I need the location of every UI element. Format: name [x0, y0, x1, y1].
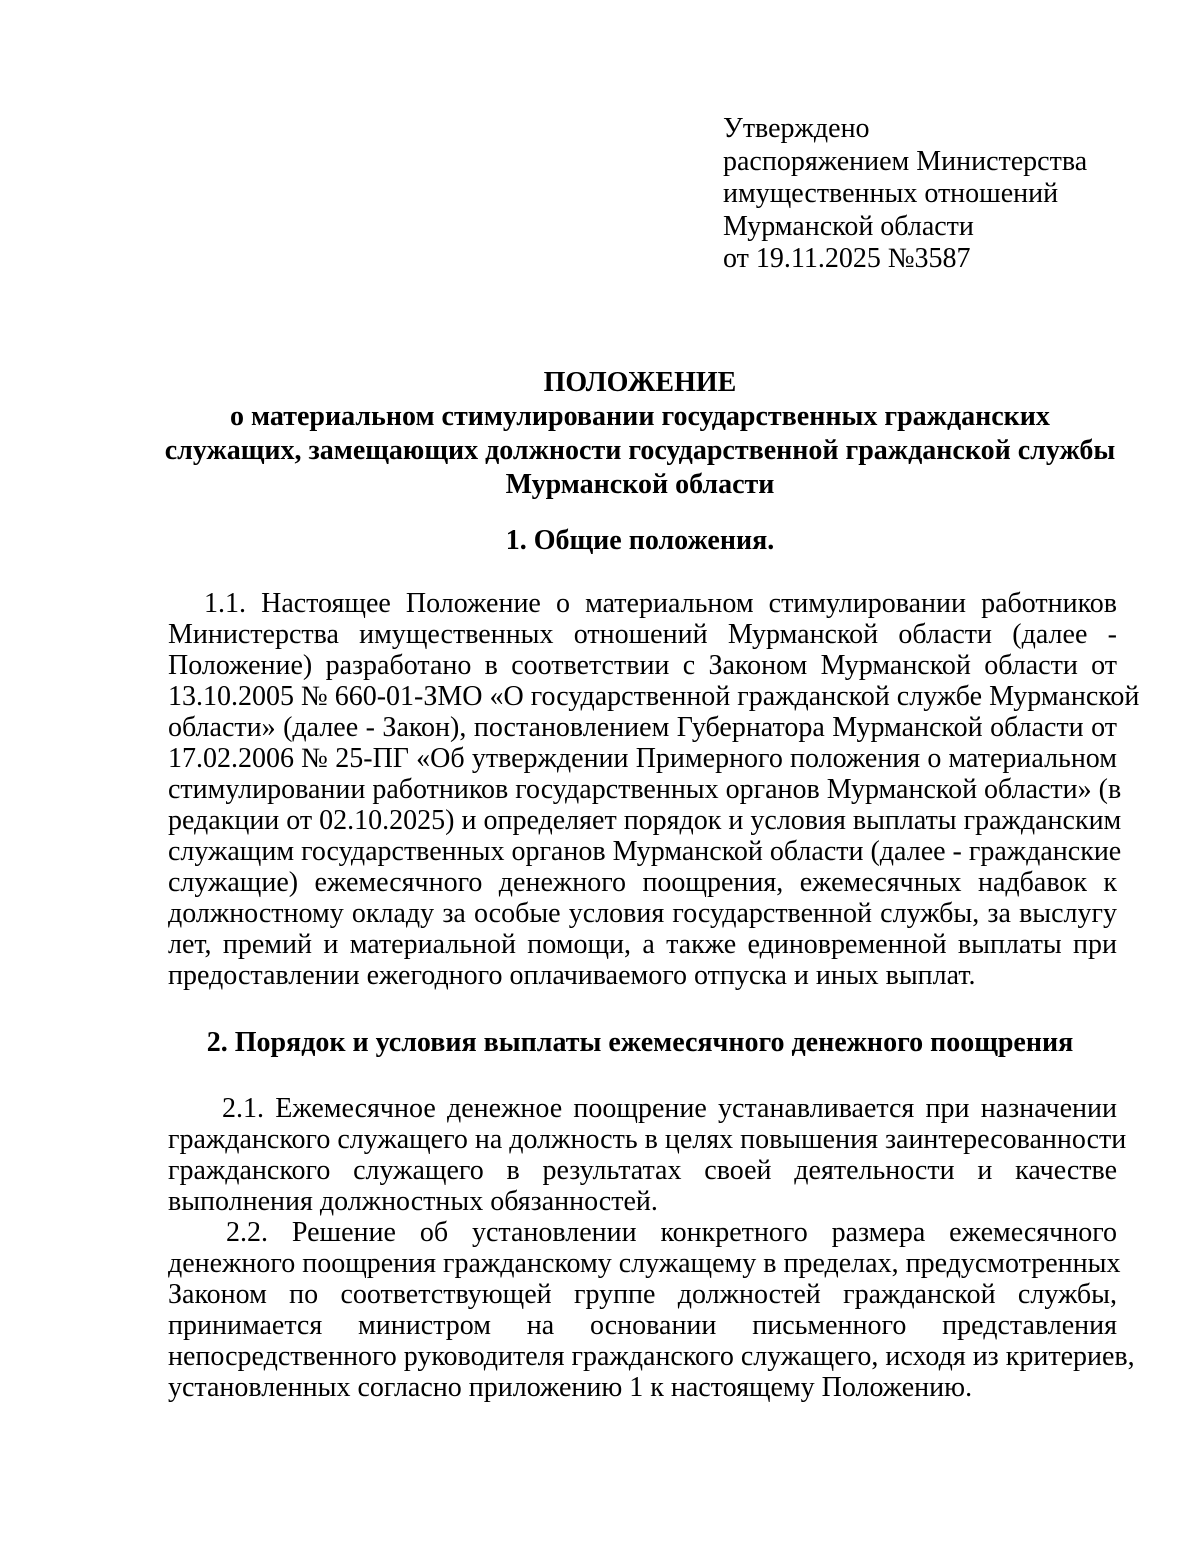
paragraph-line: 2.1. Ежемесячное денежное поощрение устанавливается при назначении [222, 1093, 1117, 1124]
paragraph-line: непосредственного руководителя гражданского служащего, исходя из критериев, [168, 1341, 1135, 1372]
approval-date-number: от 19.11.2025 №3587 [723, 243, 971, 274]
paragraph-2-1 [168, 1093, 1127, 1217]
paragraph-line: выполнения должностных обязанностей. [168, 1186, 658, 1217]
paragraph-line: 2.2. Решение об установлении конкретного размера ежемесячного [226, 1217, 1117, 1248]
paragraph-line: Законом по соответствующей группе должностей гражданской службы, [168, 1279, 1117, 1310]
paragraph-2-2 [168, 1217, 1135, 1403]
section-2-heading: 2. Порядок и условия выплаты ежемесячного денежного поощрения [206, 1027, 1074, 1058]
document-title-line: о материальном стимулировании государственных гражданских [230, 401, 1050, 432]
paragraph-1-1 [168, 588, 1140, 991]
paragraph-line: денежного поощрения гражданскому служащему в пределах, предусмотренных [168, 1248, 1121, 1279]
paragraph-line: предоставлении ежегодного оплачиваемого отпуска и иных выплат. [168, 960, 976, 991]
paragraph-line: служащим государственных органов Мурманской области (далее - гражданские [168, 836, 1122, 867]
paragraph-line: гражданского служащего в результатах своей деятельности и качестве [168, 1155, 1117, 1186]
paragraph-line: Министерства имущественных отношений Мурманской области (далее - [168, 619, 1117, 650]
approval-block [723, 113, 1163, 276]
paragraph-line: редакции от 02.10.2025) и определяет порядок и условия выплаты гражданским [168, 805, 1122, 836]
paragraph-line: должностному окладу за особые условия государственной службы, за выслугу [168, 898, 1117, 929]
section-1-heading: 1. Общие положения. [505, 525, 775, 556]
paragraph-line: лет, премий и материальной помощи, а также единовременной выплаты при [168, 929, 1117, 960]
paragraph-line: служащие) ежемесячного денежного поощрения, ежемесячных надбавок к [168, 867, 1117, 898]
approval-line: имущественных отношений [723, 178, 1059, 209]
document-title-heading: ПОЛОЖЕНИЕ [543, 367, 737, 398]
paragraph-line: стимулировании работников государственных органов Мурманской области» (в [168, 774, 1122, 805]
paragraph-line: принимается министром на основании письменного представления [168, 1310, 1117, 1341]
document-title-line: Мурманской области [505, 469, 775, 500]
document-title [150, 366, 1130, 502]
approval-line: Мурманской области [723, 210, 974, 242]
paragraph-line: установленных согласно приложению 1 к настоящему Положению. [168, 1372, 973, 1403]
document-title-line: служащих, замещающих должности государственной гражданской службы [164, 435, 1116, 466]
approval-line: Утверждено [723, 113, 870, 144]
paragraph-line: гражданского служащего на должность в целях повышения заинтересованности [168, 1124, 1127, 1155]
paragraph-line: области» (далее - Закон), постановлением Губернатора Мурманской области от [168, 712, 1117, 743]
paragraph-line: 1.1. Настоящее Положение о материальном стимулировании работников [204, 588, 1117, 619]
paragraph-line: 17.02.2006 № 25-ПГ «Об утверждении Примерного положения о материальном [168, 743, 1117, 774]
paragraph-line: 13.10.2005 № 660-01-ЗМО «О государственной гражданской службе Мурманской [168, 681, 1140, 712]
approval-line: распоряжением Министерства [723, 145, 1088, 177]
paragraph-line: Положение) разработано в соответствии с Законом Мурманской области от [168, 650, 1117, 681]
